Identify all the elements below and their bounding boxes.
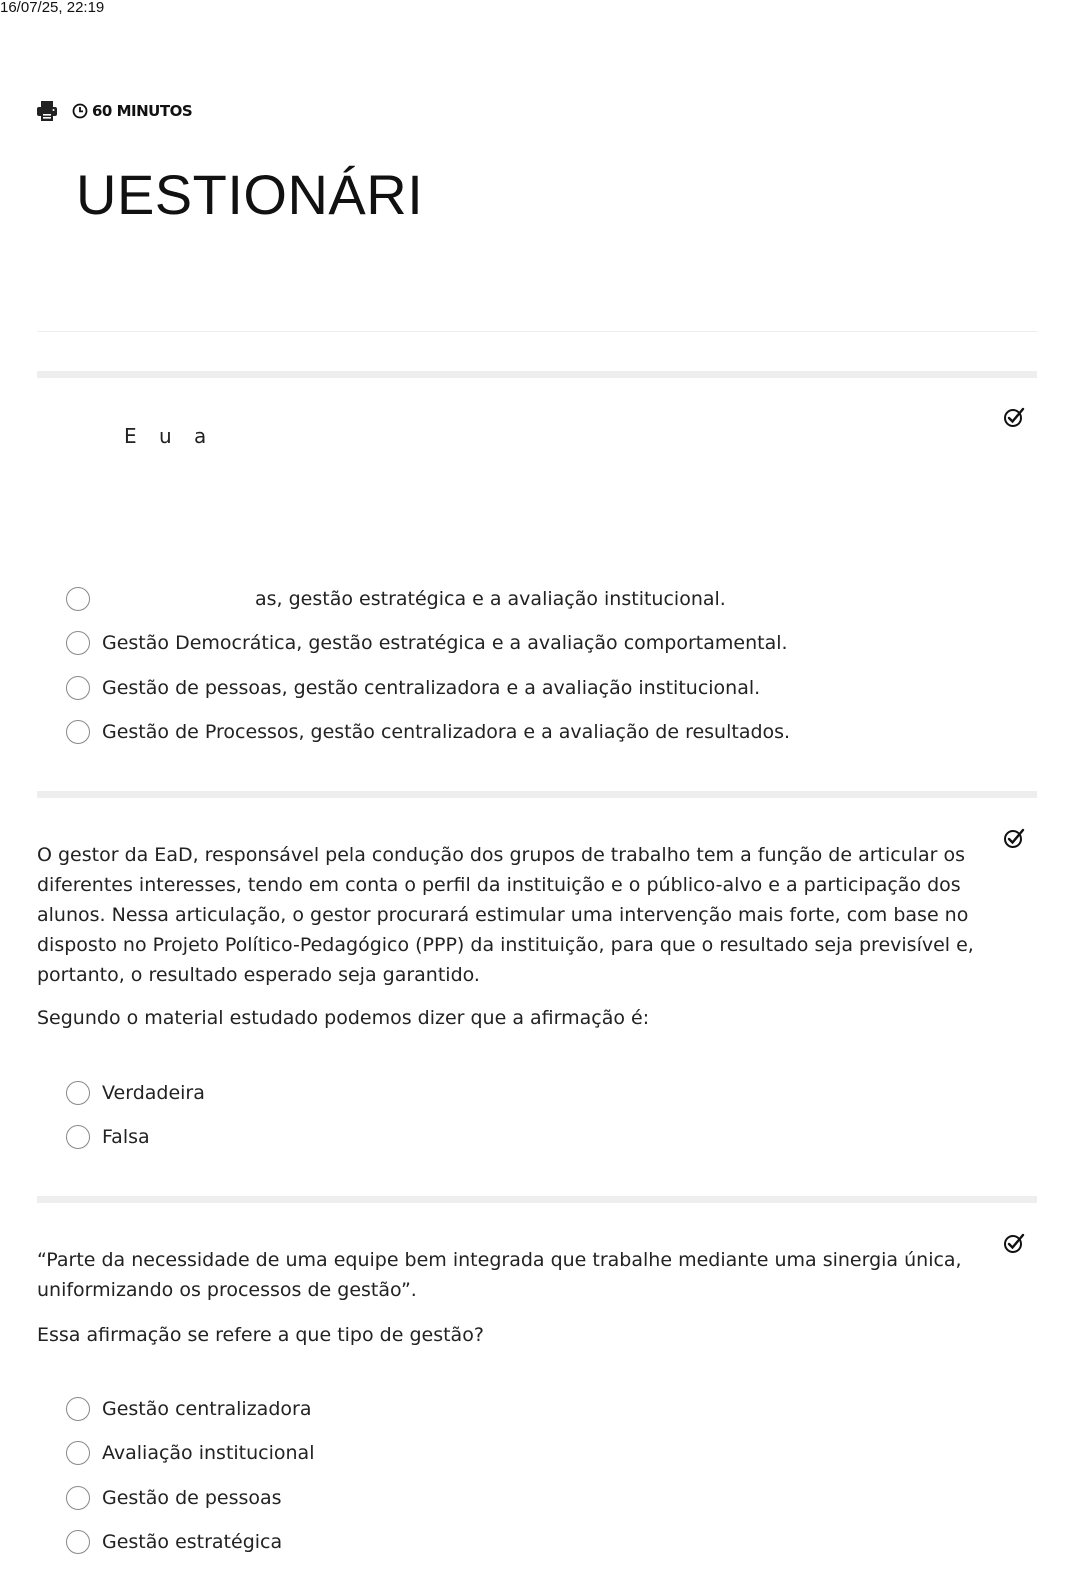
option-label: Gestão centralizadora xyxy=(102,1398,312,1420)
option-label: Gestão Democrática, gestão estratégica e a avaliação comportamental. xyxy=(102,632,788,654)
question-separator xyxy=(37,1196,1037,1203)
radio-button[interactable] xyxy=(66,720,90,744)
option-label: Gestão de pessoas xyxy=(102,1487,282,1509)
option-label: Falsa xyxy=(102,1126,150,1148)
radio-button[interactable] xyxy=(66,1397,90,1421)
question-separator xyxy=(37,371,1037,378)
option-label: Gestão de Processos, gestão centralizadora e a avaliação de resultados. xyxy=(102,721,791,743)
timer xyxy=(72,102,192,120)
question-1-option-3[interactable] xyxy=(66,673,760,703)
radio-button[interactable] xyxy=(66,1441,90,1465)
quiz-toolbar xyxy=(36,96,192,126)
option-label: Gestão estratégica xyxy=(102,1531,283,1553)
printer-icon[interactable] xyxy=(36,100,58,122)
print-timestamp: 16/07/25, 22:19 xyxy=(0,0,105,16)
question-2-prompt: Segundo o material estudado podemos dizer que a afirmação é: xyxy=(37,1007,650,1029)
question-1-option-4[interactable] xyxy=(66,717,790,747)
question-3-text: “Parte da necessidade de uma equipe bem integrada que trabalhe mediante uma sinergia única, uniformizando os processos de gestão”. xyxy=(37,1249,962,1301)
radio-button[interactable] xyxy=(66,587,90,611)
clock-icon xyxy=(72,103,88,119)
question-2-option-1[interactable] xyxy=(66,1078,205,1108)
divider xyxy=(37,331,1037,332)
question-separator xyxy=(37,791,1037,798)
question-3-option-1[interactable] xyxy=(66,1394,311,1424)
radio-button[interactable] xyxy=(66,676,90,700)
radio-button[interactable] xyxy=(66,1125,90,1149)
radio-button[interactable] xyxy=(66,1486,90,1510)
radio-button[interactable] xyxy=(66,1081,90,1105)
question-3-option-3[interactable] xyxy=(66,1483,282,1513)
question-3-option-2[interactable] xyxy=(66,1438,314,1468)
timer-label: 60 MINUTOS xyxy=(92,102,193,120)
question-1-option-1[interactable] xyxy=(66,584,726,614)
option-label: Avaliação institucional xyxy=(102,1442,315,1464)
question-3-prompt: Essa afirmação se refere a que tipo de gestão? xyxy=(37,1324,484,1346)
question-2-text: O gestor da EaD, responsável pela condução dos grupos de trabalho tem a função de articular os diferentes interesses, tendo em conta o perfil da instituição e o público-alvo e a participação dos alunos. Nessa articulação, o gestor procurará estimular uma intervenção mais forte, com base no disposto no Projeto Político-Pedagógico (PPP) da instituição, para que o resultado seja previsível e, portanto, o resultado esperado seja garantido. xyxy=(37,844,974,986)
option-label: Gestão de pessoas, gestão centralizadora e a avaliação institucional. xyxy=(102,677,761,699)
question-3-option-4[interactable] xyxy=(66,1527,282,1557)
option-label: as, gestão estratégica e a avaliação institucional. xyxy=(255,588,726,610)
answered-check-icon xyxy=(1003,406,1025,428)
question-1-option-2[interactable] xyxy=(66,628,788,658)
question-1-text: E u a xyxy=(124,424,215,448)
question-2-option-2[interactable] xyxy=(66,1122,150,1152)
radio-button[interactable] xyxy=(66,631,90,655)
radio-button[interactable] xyxy=(66,1530,90,1554)
page-title: UESTIONÁRI xyxy=(76,163,424,226)
option-label: Verdadeira xyxy=(102,1082,205,1104)
